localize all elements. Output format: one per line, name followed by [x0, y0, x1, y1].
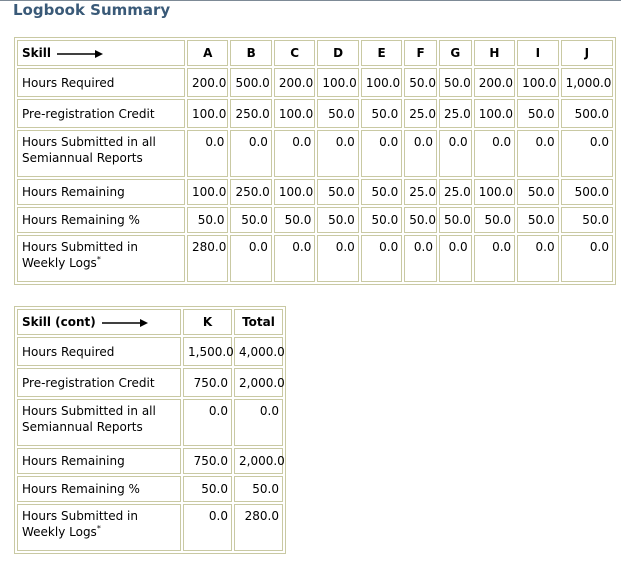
- table-cell: 0.0: [183, 399, 232, 446]
- table-cell: 1,500.0: [183, 337, 232, 366]
- row-label: Pre-registration Credit: [17, 368, 181, 397]
- table-cell: 500.0: [561, 99, 613, 128]
- table-cell: 100.0: [474, 99, 515, 128]
- table-row: [17, 399, 283, 446]
- logbook-summary-table: [14, 37, 616, 285]
- table-cell: 0.0: [404, 235, 437, 282]
- table-cell: 50.0: [183, 476, 232, 502]
- table-cell: 50.0: [517, 99, 558, 128]
- table-cell: 0.0: [517, 235, 558, 282]
- table-cell: 100.0: [187, 179, 228, 205]
- table-cell: 0.0: [517, 130, 558, 177]
- row-label-line: Semiannual Reports: [22, 420, 143, 434]
- table-cell: 200.0: [474, 68, 515, 97]
- table-cell: 200.0: [187, 68, 228, 97]
- table-row: [17, 337, 283, 366]
- table-cell: 750.0: [183, 448, 232, 474]
- table-cell: 100.0: [187, 99, 228, 128]
- table-cell: 0.0: [361, 235, 402, 282]
- table-cell: 250.0: [230, 179, 271, 205]
- table-cell: 50.0: [404, 207, 437, 233]
- right-arrow-icon: [102, 318, 148, 328]
- header-row: [17, 40, 613, 66]
- table-row: [17, 368, 283, 397]
- column-header: C: [274, 40, 315, 66]
- table-cell: 0.0: [561, 235, 613, 282]
- row-label: Hours Remaining: [17, 448, 181, 474]
- column-header: E: [361, 40, 402, 66]
- table-cell: 25.0: [404, 99, 437, 128]
- table-cell: 0.0: [474, 130, 515, 177]
- table-cell: 0.0: [361, 130, 402, 177]
- table-cell: 0.0: [230, 130, 271, 177]
- table-cell: 50.0: [439, 207, 472, 233]
- table-cell: 0.0: [187, 130, 228, 177]
- table-cell: 0.0: [230, 235, 271, 282]
- table-cell: 25.0: [439, 179, 472, 205]
- row-label-line: Hours Submitted in: [22, 509, 138, 523]
- right-arrow-icon: [57, 49, 103, 59]
- table-row: [17, 504, 283, 551]
- table-row: [17, 68, 613, 97]
- table-cell: 200.0: [274, 68, 315, 97]
- row-label-line: Hours Submitted in all: [22, 404, 156, 418]
- table-cell: 50.0: [517, 207, 558, 233]
- table-cell: 50.0: [517, 179, 558, 205]
- table-cell: 500.0: [561, 179, 613, 205]
- table-row: [17, 179, 613, 205]
- table-cell: 0.0: [404, 130, 437, 177]
- table-cell: 25.0: [404, 179, 437, 205]
- column-header: G: [439, 40, 472, 66]
- column-header: K: [183, 309, 232, 335]
- skill-cont-header: [17, 309, 181, 335]
- column-header: H: [474, 40, 515, 66]
- table-cell: 250.0: [230, 99, 271, 128]
- table-cell: 100.0: [361, 68, 402, 97]
- row-label-line: Hours Submitted in: [22, 240, 138, 254]
- row-label: [17, 235, 185, 282]
- column-header: A: [187, 40, 228, 66]
- skill-header: [17, 40, 185, 66]
- table-cell: 100.0: [274, 179, 315, 205]
- footnote-marker: *: [96, 255, 101, 264]
- table-cell: 50.0: [561, 207, 613, 233]
- table-cell: 0.0: [474, 235, 515, 282]
- column-header: J: [561, 40, 613, 66]
- table-cell: 0.0: [183, 504, 232, 551]
- table-cell: 1,000.0: [561, 68, 613, 97]
- table-cell: 100.0: [317, 68, 358, 97]
- table-cell: 100.0: [474, 179, 515, 205]
- table-cell: 50.0: [230, 207, 271, 233]
- logbook-summary-cont-table: [14, 306, 286, 554]
- footnote-marker: *: [96, 524, 101, 533]
- table-cell: 50.0: [404, 68, 437, 97]
- column-header: Total: [234, 309, 283, 335]
- table-cell: 280.0: [187, 235, 228, 282]
- skill-header-label: Skill: [22, 46, 51, 60]
- table-row: [17, 448, 283, 474]
- table-cell: 2,000.0: [234, 368, 283, 397]
- row-label-line: Semiannual Reports: [22, 151, 143, 165]
- table-cell: 750.0: [183, 368, 232, 397]
- table-cell: 50.0: [361, 179, 402, 205]
- table-row: [17, 476, 283, 502]
- table-cell: 0.0: [234, 399, 283, 446]
- row-label: [17, 130, 185, 177]
- table-cell: 0.0: [317, 130, 358, 177]
- table-cell: 280.0: [234, 504, 283, 551]
- table-cell: 0.0: [274, 235, 315, 282]
- table-cell: 500.0: [230, 68, 271, 97]
- table-cell: 50.0: [317, 179, 358, 205]
- row-label: Pre-registration Credit: [17, 99, 185, 128]
- column-header: D: [317, 40, 358, 66]
- table-cell: 25.0: [439, 99, 472, 128]
- row-label-line: Hours Submitted in all: [22, 135, 156, 149]
- table-cell: 2,000.0: [234, 448, 283, 474]
- row-label: [17, 504, 181, 551]
- row-label: Hours Required: [17, 68, 185, 97]
- column-header: I: [517, 40, 558, 66]
- row-label: Hours Remaining %: [17, 207, 185, 233]
- row-label: [17, 399, 181, 446]
- table-cell: 100.0: [274, 99, 315, 128]
- row-label: Hours Remaining %: [17, 476, 181, 502]
- row-label: Hours Required: [17, 337, 181, 366]
- table-cell: 50.0: [474, 207, 515, 233]
- table-row: [17, 130, 613, 177]
- table-cell: 0.0: [561, 130, 613, 177]
- table-cell: 4,000.0: [234, 337, 283, 366]
- table-cell: 100.0: [517, 68, 558, 97]
- table-cell: 0.0: [317, 235, 358, 282]
- table-cell: 50.0: [274, 207, 315, 233]
- row-label-line: Weekly Logs: [22, 256, 97, 270]
- skill-header-label: Skill (cont): [22, 315, 96, 329]
- header-row: [17, 309, 283, 335]
- table-cell: 50.0: [361, 99, 402, 128]
- table-row: [17, 207, 613, 233]
- row-label-line: Weekly Logs: [22, 525, 97, 539]
- column-header: F: [404, 40, 437, 66]
- table-cell: 0.0: [274, 130, 315, 177]
- table-cell: 50.0: [317, 99, 358, 128]
- row-label: Hours Remaining: [17, 179, 185, 205]
- table-cell: 50.0: [187, 207, 228, 233]
- page-title: Logbook Summary: [13, 1, 171, 19]
- table-cell: 50.0: [439, 68, 472, 97]
- column-header: B: [230, 40, 271, 66]
- table-cell: 0.0: [439, 235, 472, 282]
- table-row: [17, 99, 613, 128]
- table-cell: 50.0: [361, 207, 402, 233]
- table-row: [17, 235, 613, 282]
- table-cell: 50.0: [317, 207, 358, 233]
- table-cell: 50.0: [234, 476, 283, 502]
- table-cell: 0.0: [439, 130, 472, 177]
